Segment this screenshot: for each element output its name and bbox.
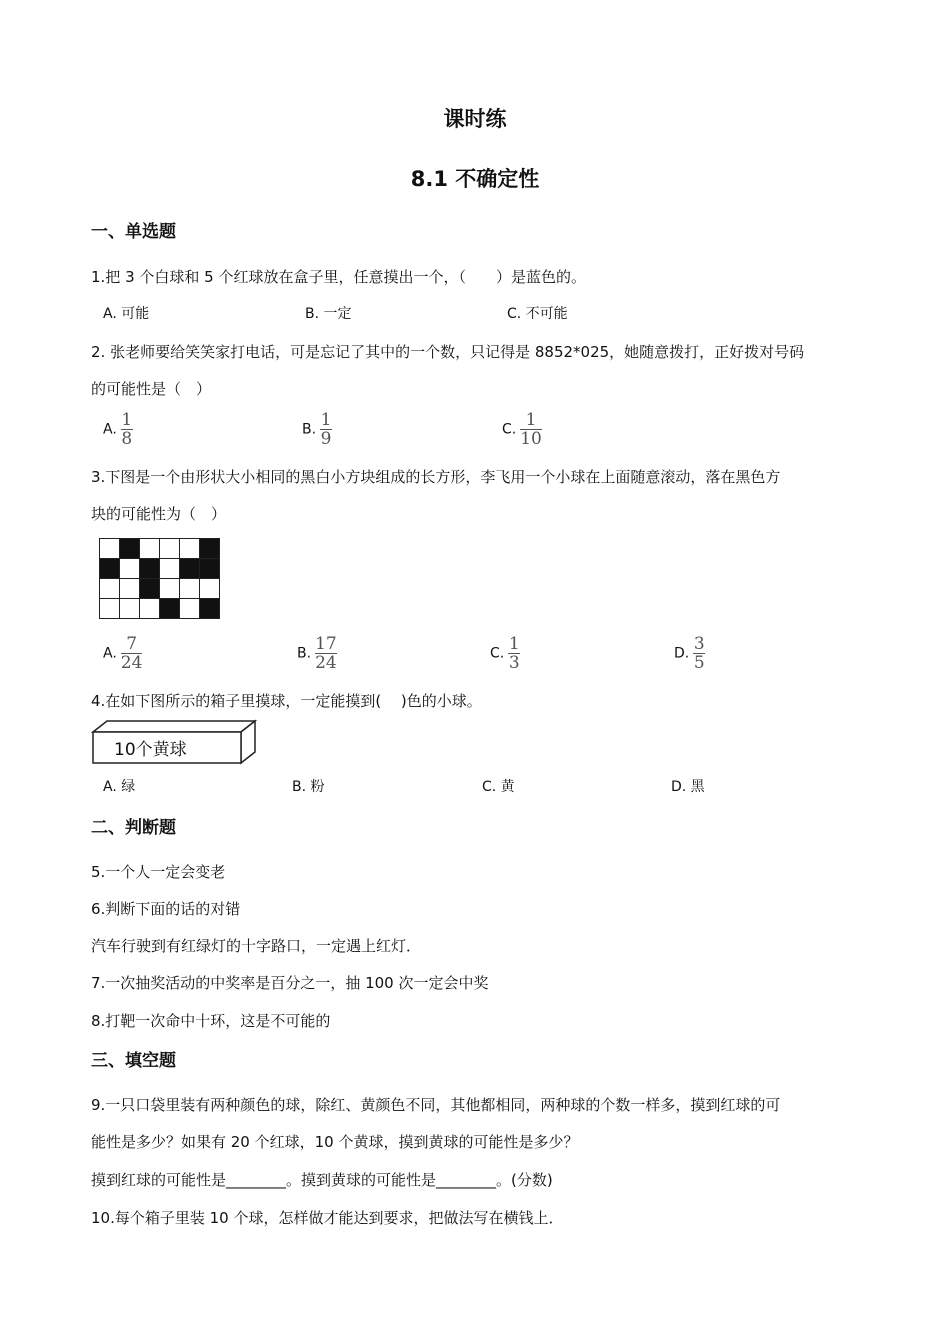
- grid-cell-black: [200, 599, 220, 619]
- question-8-text: 8.打靶一次命中十环，这是不可能的: [91, 1012, 331, 1030]
- grid-row: [100, 579, 220, 599]
- q1-option-c: C. 不可能: [507, 306, 568, 322]
- q3-option-b: [297, 636, 337, 671]
- grid-row: [100, 539, 220, 559]
- option-label: D.: [674, 645, 690, 662]
- option-label: A.: [103, 645, 117, 662]
- grid-cell-black: [200, 559, 220, 579]
- box-illustration: [90, 718, 258, 766]
- grid-cell-white: [180, 579, 200, 599]
- q2-option-a: [103, 412, 133, 447]
- fraction: [121, 412, 133, 447]
- q2-option-c: [502, 412, 542, 447]
- fraction-denominator: 9: [320, 429, 332, 449]
- q4-option-c: C. 黄: [482, 779, 515, 795]
- q3-option-c: [490, 636, 520, 671]
- grid-cell-white: [120, 599, 140, 619]
- question-3-line-1: 3.下图是一个由形状大小相同的黑白小方块组成的长方形，李飞用一个小球在上面随意滚动，落在黑色方: [91, 468, 781, 486]
- grid-cell-white: [180, 539, 200, 559]
- fraction-denominator: 10: [520, 429, 542, 449]
- grid-cell-white: [120, 579, 140, 599]
- fraction: [320, 412, 332, 447]
- q1-option-a: A. 可能: [103, 306, 150, 322]
- grid-cell-white: [100, 579, 120, 599]
- fraction-denominator: 24: [120, 653, 143, 673]
- grid-cell-black: [140, 579, 160, 599]
- fraction: [520, 412, 542, 447]
- grid-row: [100, 599, 220, 619]
- q1-option-b: B. 一定: [305, 306, 352, 322]
- question-2-line-2: 的可能性是（ ）: [91, 380, 212, 398]
- fraction-numerator: 1: [508, 634, 520, 654]
- fraction: [508, 636, 520, 671]
- grid-cell-white: [100, 539, 120, 559]
- question-9-line-2: 能性是多少？如果有 20 个红球，10 个黄球，摸到黄球的可能性是多少？: [91, 1133, 579, 1151]
- option-label: C.: [490, 645, 505, 662]
- q4-option-d: D. 黑: [671, 779, 705, 795]
- grid-cell-white: [120, 559, 140, 579]
- grid-cell-white: [180, 599, 200, 619]
- grid-cell-black: [180, 559, 200, 579]
- fraction-numerator: 1: [320, 410, 332, 430]
- q3-option-a: [103, 636, 142, 671]
- grid-cell-white: [160, 579, 180, 599]
- page-title: 课时练: [443, 107, 507, 131]
- option-label: C.: [502, 421, 517, 438]
- box-label: 10个黄球: [114, 740, 187, 760]
- option-label: B.: [297, 645, 312, 662]
- question-9-line-1: 9.一只口袋里装有两种颜色的球，除红、黄颜色不同，其他都相同，两种球的个数一样多，摸到红球的可: [91, 1096, 781, 1114]
- fraction-numerator: 1: [121, 410, 133, 430]
- option-label: A.: [103, 421, 117, 438]
- grid-cell-black: [200, 539, 220, 559]
- grid-cell-black: [160, 599, 180, 619]
- q3-option-d: [674, 636, 705, 671]
- question-6-line-2: 汽车行驶到有红绿灯的十字路口，一定遇上红灯．: [91, 937, 422, 955]
- fraction-numerator: 7: [126, 634, 138, 654]
- page-subtitle: 8.1 不确定性: [410, 167, 540, 191]
- q4-option-a: A. 绿: [103, 779, 136, 795]
- question-9-line-3: 摸到红球的可能性是________。摸到黄球的可能性是________。(分数): [91, 1171, 553, 1189]
- question-6-line-1: 6.判断下面的话的对错: [91, 900, 241, 918]
- grid-cell-white: [140, 539, 160, 559]
- fraction-denominator: 8: [121, 429, 133, 449]
- fraction-numerator: 3: [693, 634, 705, 654]
- fraction-denominator: 5: [693, 653, 705, 673]
- grid-cell-black: [120, 539, 140, 559]
- question-5-text: 5.一个人一定会变老: [91, 863, 226, 881]
- q2-option-b: [302, 412, 332, 447]
- grid-cell-black: [100, 559, 120, 579]
- section-heading-true-false: 二、判断题: [91, 818, 176, 838]
- grid-cell-white: [100, 599, 120, 619]
- question-2-line-1: 2. 张老师要给笑笑家打电话，可是忘记了其中的一个数，只记得是 8852*025，她随意拨打，正好拨对号码: [91, 343, 805, 361]
- fraction: [693, 636, 705, 671]
- fraction-numerator: 1: [525, 410, 537, 430]
- grid-row: [100, 559, 220, 579]
- box-top-face: [93, 721, 255, 732]
- grid-cell-white: [160, 539, 180, 559]
- question-1-text: 1.把 3 个白球和 5 个红球放在盒子里，任意摸出一个，（ ）是蓝色的。: [91, 268, 586, 286]
- fraction-numerator: 17: [315, 634, 337, 654]
- grid-cell-white: [200, 579, 220, 599]
- section-heading-fill-in: 三、填空题: [91, 1051, 176, 1071]
- option-label: B.: [302, 421, 317, 438]
- grid-cell-white: [160, 559, 180, 579]
- black-white-grid: [99, 538, 220, 619]
- grid-cell-white: [140, 599, 160, 619]
- fraction: [121, 636, 143, 671]
- fraction-denominator: 3: [508, 653, 520, 673]
- q4-option-b: B. 粉: [292, 779, 325, 795]
- question-4-text: 4.在如下图所示的箱子里摸球，一定能摸到( )色的小球。: [91, 692, 482, 710]
- fraction-denominator: 24: [315, 653, 337, 673]
- question-10-text: 10.每个箱子里装 10 个球，怎样做才能达到要求，把做法写在横钱上．: [91, 1209, 564, 1227]
- section-heading-single-choice: 一、单选题: [91, 222, 176, 242]
- question-3-line-2: 块的可能性为（ ）: [91, 505, 227, 523]
- question-7-text: 7.一次抽奖活动的中奖率是百分之一，抽 100 次一定会中奖: [91, 974, 489, 992]
- grid-cell-black: [140, 559, 160, 579]
- fraction: [315, 636, 337, 671]
